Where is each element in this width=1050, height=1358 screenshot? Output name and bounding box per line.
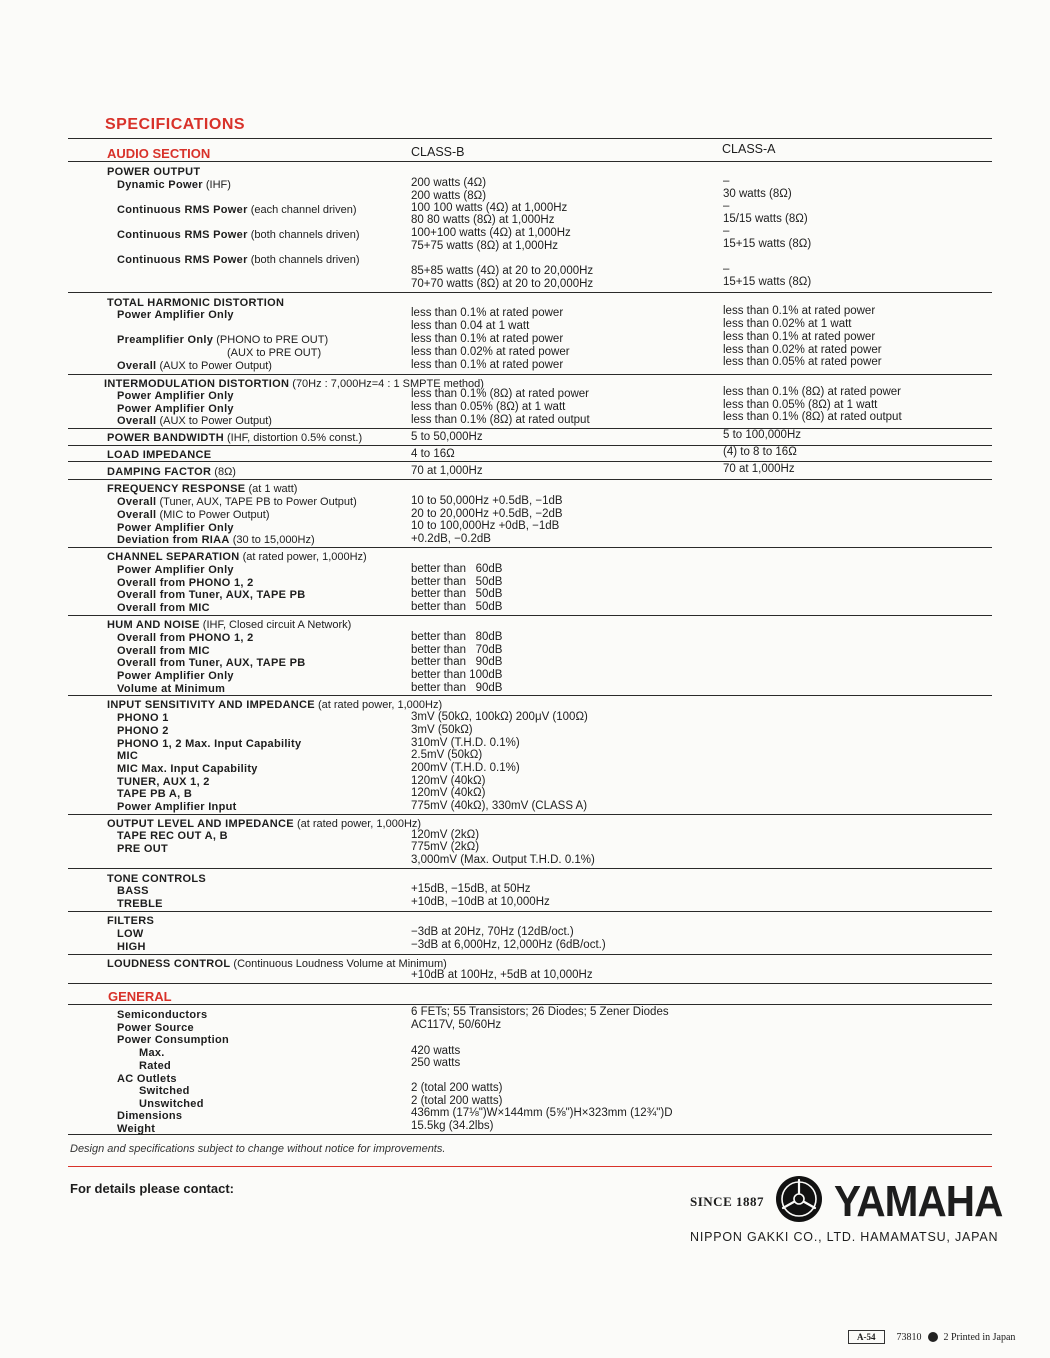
tc-l2: TREBLE [117,898,163,910]
oli-b2: 775mV (2kΩ) [411,841,480,853]
thd-l1: Power Amplifier Only [117,309,234,321]
fr-b2: 20 to 20,000Hz +0.5dB, −2dB [411,508,563,520]
thd-heading: TOTAL HARMONIC DISTORTION [107,297,285,309]
po-b4: 80 80 watts (8Ω) at 1,000Hz [411,214,555,226]
po-b2: 200 watts (8Ω) [411,190,487,202]
gen-b1: 6 FETs; 55 Transistors; 26 Diodes; 5 Zener Diodes [411,1006,669,1018]
fr-l3: Power Amplifier Only [117,522,234,534]
cs-l4: Overall from MIC [117,602,210,614]
tc-b2: +10dB, −10dB at 10,000Hz [411,896,550,908]
cs-l3: Overall from Tuner, AUX, TAPE PB [117,589,306,601]
rule [68,983,992,984]
gen-l8: Unswitched [139,1098,204,1110]
tc-l1: BASS [117,885,149,897]
thd-b5: less than 0.1% at rated power [411,359,564,371]
isi-b1: 3mV (50kΩ, 100kΩ) 200μV (100Ω) [411,711,588,723]
fr-l1: Overall (Tuner, AUX, TAPE PB to Power Output) [117,496,357,508]
isi-b7: 120mV (40kΩ) [411,787,486,799]
isi-heading: INPUT SENSITIVITY AND IMPEDANCE (at rated power, 1,000Hz) [107,699,443,711]
po-b6: 75+75 watts (8Ω) at 1,000Hz [411,240,558,252]
rule [68,814,992,815]
hn-b1: better than 80dB [411,631,503,643]
isi-l7: TAPE PB A, B [117,788,193,800]
tc-b1: +15dB, −15dB, at 50Hz [411,883,531,895]
cs-b1: better than 60dB [411,563,503,575]
gen-b2: AC117V, 50/60Hz [411,1019,502,1031]
po-b8: 70+70 watts (8Ω) at 20 to 20,000Hz [411,278,594,290]
page-title: SPECIFICATIONS [105,116,246,133]
imd-b1: less than 0.1% (8Ω) at rated power [411,388,589,400]
general-rule [68,1004,992,1005]
hn-l5: Volume at Minimum [117,683,226,695]
tuning-fork-emblem-icon [774,1174,824,1229]
gen-l10: Weight [117,1123,156,1135]
thd-l3: (AUX to PRE OUT) [227,347,322,359]
rule [68,547,992,548]
fl-l2: HIGH [117,941,146,953]
imd-l2: Power Amplifier Only [117,403,234,415]
rule [68,615,992,616]
df-b: 70 at 1,000Hz [411,465,483,477]
rms-each-label: Continuous RMS Power (each channel driven) [117,204,357,216]
isi-b8: 775mV (40kΩ), 330mV (CLASS A) [411,800,588,812]
disclaimer-note: Design and specifications subject to change without notice for improvements. [70,1143,446,1155]
rms-both-20k-label: Continuous RMS Power (both channels driven) [117,254,360,266]
gen-b8: 2 (total 200 watts) [411,1095,503,1107]
hn-l4: Power Amplifier Only [117,670,234,682]
cs-b2: better than 50dB [411,576,503,588]
hn-b5: better than 90dB [411,682,503,694]
red-rule [68,1166,992,1167]
cs-heading: CHANNEL SEPARATION (at rated power, 1,000Hz) [107,551,367,563]
isi-b5: 200mV (T.H.D. 0.1%) [411,762,520,774]
cs-b3: better than 50dB [411,588,503,600]
printer-mark-icon [928,1332,938,1342]
isi-b2: 3mV (50kΩ) [411,724,473,736]
thd-a5: less than 0.05% at rated power [723,356,882,368]
gen-b5: 250 watts [411,1057,461,1069]
imd-a1: less than 0.1% (8Ω) at rated power [723,386,901,398]
isi-l3: PHONO 1, 2 Max. Input Capability [117,738,302,750]
df-heading: DAMPING FACTOR (8Ω) [107,466,236,478]
isi-l5: MIC Max. Input Capability [117,763,258,775]
fr-l2: Overall (MIC to Power Output) [117,509,270,521]
contact-text: For details please contact: [70,1181,234,1196]
class-a-header: CLASS-A [722,142,776,156]
rule [68,428,992,429]
fl-l1: LOW [117,928,144,940]
imd-heading: INTERMODULATION DISTORTION (70Hz : 7,000Hz=4 : 1 SMPTE method) [104,378,484,390]
hn-l2: Overall from MIC [117,645,210,657]
yamaha-logo [690,1174,1017,1229]
hn-b3: better than 90dB [411,656,503,668]
rule [68,445,992,446]
li-heading: LOAD IMPEDANCE [107,449,212,461]
po-a5: – [723,225,730,237]
hn-l3: Overall from Tuner, AUX, TAPE PB [117,657,306,669]
gen-l1: Semiconductors [117,1009,208,1021]
fr-b1: 10 to 50,000Hz +0.5dB, −1dB [411,495,563,507]
rule [68,954,992,955]
isi-l2: PHONO 2 [117,725,169,737]
rule [68,911,992,912]
gen-b7: 2 (total 200 watts) [411,1082,503,1094]
gen-b4: 420 watts [411,1045,461,1057]
rule [68,461,992,462]
po-b7: 85+85 watts (4Ω) at 20 to 20,000Hz [411,265,594,277]
thd-b4: less than 0.02% at rated power [411,346,570,358]
printed-in: 2 Printed in Japan [943,1331,1016,1343]
oli-heading: OUTPUT LEVEL AND IMPEDANCE (at rated power, 1,000Hz) [107,818,422,830]
po-a3: – [723,200,730,212]
fr-b4: +0.2dB, −0.2dB [411,533,491,545]
tc-heading: TONE CONTROLS [107,873,207,885]
maker-text: NIPPON GAKKI CO., LTD. HAMAMATSU, JAPAN [690,1230,999,1244]
hn-heading: HUM AND NOISE (IHF, Closed circuit A Network) [107,619,352,631]
pbw-b: 5 to 50,000Hz [411,431,483,443]
rule [68,479,992,480]
df-a: 70 at 1,000Hz [723,463,795,475]
cs-l1: Power Amplifier Only [117,564,234,576]
title-rule [68,138,992,139]
thd-l2: Preamplifier Only (PHONO to PRE OUT) [117,334,329,346]
thd-l4: Overall (AUX to Power Output) [117,360,272,372]
header-rule [68,161,992,162]
po-a8: 15+15 watts (8Ω) [723,276,812,288]
cs-l2: Overall from PHONO 1, 2 [117,577,254,589]
rule [68,1134,992,1135]
oli-l2: PRE OUT [117,843,168,855]
po-a1: – [723,175,730,187]
fl-b2: −3dB at 6,000Hz, 12,000Hz (6dB/oct.) [411,939,606,951]
thd-b3: less than 0.1% at rated power [411,333,564,345]
li-b: 4 to 16Ω [411,448,455,460]
hn-b2: better than 70dB [411,644,503,656]
hn-b4: better than 100dB [411,669,503,681]
brand-name: YAMAHA [834,1176,1003,1226]
catalog-code: A-54 [848,1330,885,1344]
isi-l4: MIC [117,750,139,762]
footer-print-info [848,1330,1015,1344]
gen-b9: 436mm (17⅛")W×144mm (5⅝")H×323mm (12¾")D [411,1107,673,1119]
pbw-heading: POWER BANDWIDTH (IHF, distortion 0.5% const.) [107,432,363,444]
thd-a2: less than 0.02% at 1 watt [723,318,852,330]
isi-b6: 120mV (40kΩ) [411,775,486,787]
isi-b4: 2.5mV (50kΩ) [411,749,483,761]
print-number: 73810 [896,1331,922,1343]
oli-b3: 3,000mV (Max. Output T.H.D. 0.1%) [411,854,595,866]
lc-b: +10dB at 100Hz, +5dB at 10,000Hz [411,969,593,981]
po-a4: 15/15 watts (8Ω) [723,213,808,225]
power-output-heading: POWER OUTPUT [107,166,201,178]
audio-section-heading: AUDIO SECTION [107,146,211,161]
fl-b1: −3dB at 20Hz, 70Hz (12dB/oct.) [411,926,574,938]
since-text: SINCE 1887 [690,1193,764,1209]
fr-b3: 10 to 100,000Hz +0dB, −1dB [411,520,560,532]
fl-heading: FILTERS [107,915,155,927]
imd-a2: less than 0.05% (8Ω) at 1 watt [723,399,878,411]
isi-l6: TUNER, AUX 1, 2 [117,776,210,788]
gen-l9: Dimensions [117,1110,183,1122]
rule [68,695,992,696]
thd-a3: less than 0.1% at rated power [723,331,876,343]
lc-heading: LOUDNESS CONTROL (Continuous Loudness Volume at Minimum) [107,958,447,970]
dynamic-power-label: Dynamic Power (IHF) [117,179,231,191]
gen-b10: 15.5kg (34.2lbs) [411,1120,494,1132]
li-a: (4) to 8 to 16Ω [723,446,797,458]
cs-b4: better than 50dB [411,601,503,613]
rule [68,868,992,869]
isi-l1: PHONO 1 [117,712,169,724]
gen-l3: Power Consumption [117,1034,230,1046]
general-heading: GENERAL [108,989,172,1004]
class-b-header: CLASS-B [411,145,465,159]
imd-b3: less than 0.1% (8Ω) at rated output [411,414,590,426]
fr-heading: FREQUENCY RESPONSE (at 1 watt) [107,483,298,495]
oli-b1: 120mV (2kΩ) [411,829,480,841]
hn-l1: Overall from PHONO 1, 2 [117,632,254,644]
thd-a4: less than 0.02% at rated power [723,344,882,356]
fr-l4: Deviation from RIAA (30 to 15,000Hz) [117,534,315,546]
imd-b2: less than 0.05% (8Ω) at 1 watt [411,401,566,413]
pbw-a: 5 to 100,000Hz [723,429,802,441]
imd-l3: Overall (AUX to Power Output) [117,415,272,427]
imd-a3: less than 0.1% (8Ω) at rated output [723,411,902,423]
thd-b2: less than 0.04 at 1 watt [411,320,530,332]
gen-l6: AC Outlets [117,1073,177,1085]
rms-both-label: Continuous RMS Power (both channels driven) [117,229,360,241]
rule [68,292,992,293]
imd-l1: Power Amplifier Only [117,390,234,402]
po-a7: – [723,263,730,275]
gen-l5: Rated [139,1060,172,1072]
po-a2: 30 watts (8Ω) [723,188,792,200]
gen-l2: Power Source [117,1022,194,1034]
po-a6: 15+15 watts (8Ω) [723,238,812,250]
rule [68,374,992,375]
isi-b3: 310mV (T.H.D. 0.1%) [411,737,520,749]
oli-l1: TAPE REC OUT A, B [117,830,228,842]
gen-l7: Switched [139,1085,190,1097]
gen-l4: Max. [139,1047,165,1059]
thd-b1: less than 0.1% at rated power [411,307,564,319]
thd-a1: less than 0.1% at rated power [723,305,876,317]
po-b1: 200 watts (4Ω) [411,177,487,189]
po-b3: 100 100 watts (4Ω) at 1,000Hz [411,202,568,214]
po-b5: 100+100 watts (4Ω) at 1,000Hz [411,227,571,239]
isi-l8: Power Amplifier Input [117,801,237,813]
